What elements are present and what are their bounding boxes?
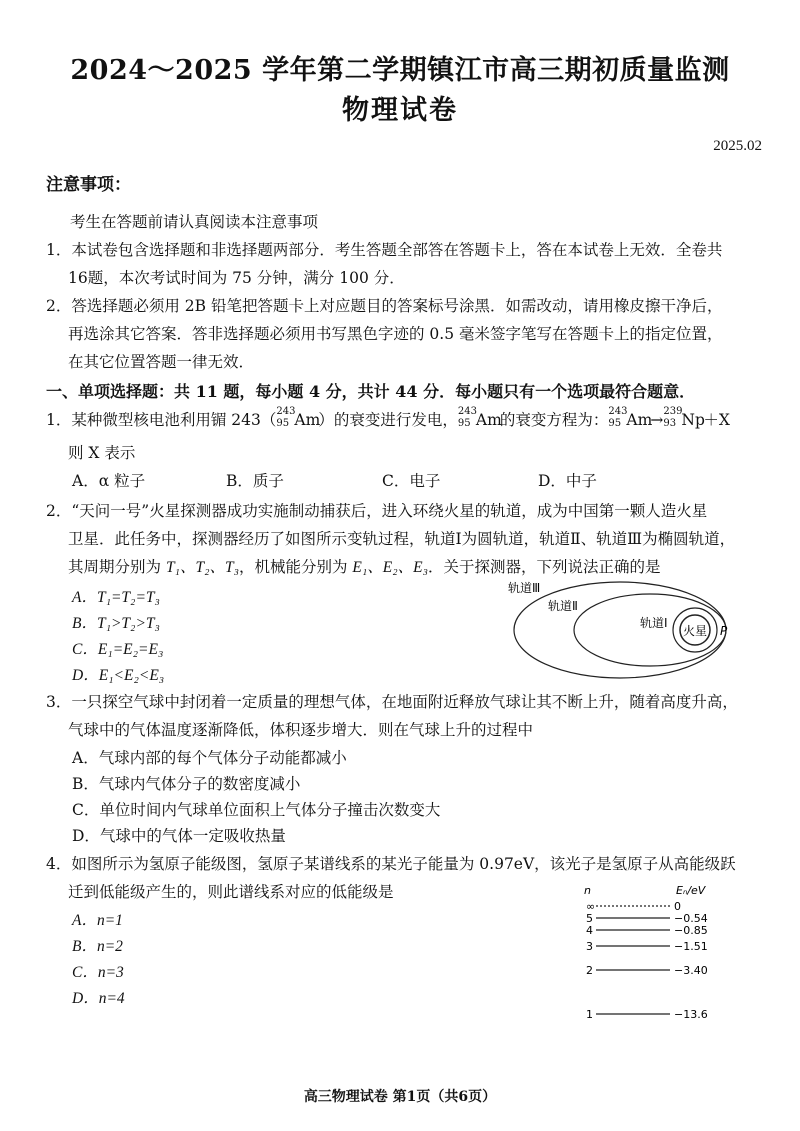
nuclide-am-2: 243 95 Am (457, 406, 502, 429)
question-2-line-3: 其周期分别为 T₁、T₂、T₃，机械能分别为 E₁、E₂、E₃．关于探测器，下列说法正确的是 (68, 558, 661, 576)
question-2-line-2: 卫星．此任务中，探测器经历了如图所示变轨过程，轨道Ⅰ为圆轨道，轨道Ⅱ、轨道Ⅲ为椭圆轨道， (68, 530, 736, 548)
n-axis-label: n (584, 884, 591, 897)
question-4-line-2: 迁到低能级产生的，则此谱线系对应的低能级是 (68, 883, 394, 901)
q2-option-b: B．T₁>T₂>T₃ (72, 615, 160, 632)
level-n-label: 3 (586, 940, 593, 953)
level-n-label: 2 (586, 964, 593, 977)
orbit-diagram (490, 574, 760, 694)
q2-option-c: C．E₁=E₂=E₃ (72, 641, 164, 658)
q1-option-b: B．质子 (226, 472, 284, 490)
orbit-3-label: 轨道Ⅲ (508, 581, 541, 595)
page-footer: 高三物理试卷 第1页（共6页） (303, 1089, 497, 1105)
q1-option-d: D．中子 (538, 472, 597, 490)
energy-levels (586, 900, 708, 1021)
q3-option-b: B．气球内气体分子的数密度减小 (72, 775, 301, 793)
notice-item-2-line-2: 再选涂其它答案．答非选择题必须用书写黑色字迹的 0.5 毫米签字笔写在答题卡上的指定位置， (68, 325, 723, 343)
notice-item-2-line-3: 在其它位置答题一律无效． (68, 353, 255, 371)
section-heading: 一、单项选择题：共 11 题，每小题 4 分，共计 44 分．每小题只有一个选项最符合题意． (46, 382, 696, 401)
q3-option-c: C．单位时间内气球单位面积上气体分子撞击次数变大 (72, 801, 441, 819)
level-n-label: ∞ (586, 900, 596, 913)
level-energy-label: −0.54 (674, 912, 708, 925)
question-1-line-2: 则 X 表示 (68, 444, 136, 462)
level-energy-label: −1.51 (674, 940, 708, 953)
question-4-line-1: 4．如图所示为氢原子能级图，氢原子某谱线系的某光子能量为 0.97eV，该光子是氢原子从高能级跃 (46, 855, 736, 873)
level-n-label: 1 (586, 1008, 593, 1021)
notice-intro: 考生在答题前请认真阅读本注意事项 (70, 213, 319, 231)
notice-item-1-line-1: 1．本试卷包含选择题和非选择题两部分．考生答题全部答在答题卡上，答在本试卷上无效．全卷共 (46, 241, 723, 259)
e-axis-label: Eₙ/eV (676, 884, 706, 897)
orbit-1-label: 轨道Ⅰ (640, 616, 668, 630)
level-energy-label: −0.85 (674, 924, 708, 937)
nuclide-am-3: 243 95 Am (608, 406, 653, 429)
level-n-label: 4 (586, 924, 593, 937)
exam-subtitle: 物理试卷 (342, 95, 458, 126)
level-n-label: 5 (586, 912, 593, 925)
question-3-line-1: 3．一只探空气球中封闭着一定质量的理想气体，在地面附近释放气球让其不断上升，随着高度升高， (46, 693, 738, 711)
exam-date: 2025.02 (713, 138, 762, 154)
q4-option-d: D．n=4 (72, 990, 125, 1007)
level-energy-label: 0 (674, 900, 681, 913)
exam-title: 2024～2025 学年第二学期镇江市高三期初质量监测 (70, 55, 730, 86)
orbit-2-label: 轨道Ⅱ (548, 599, 578, 613)
question-1-stem: 1．某种微型核电池利用镅 243（ 243 95 Am ）的衰变进行发电， 243 95 Am 的衰变方程为： 243 95 Am → 239 93 Np ＋X (46, 406, 730, 429)
level-energy-label: −13.6 (674, 1008, 708, 1021)
notice-item-2-line-1: 2．答选择题必须用 2B 铅笔把答题卡上对应题目的答案标号涂黑．如需改动，请用橡皮擦干净后， (46, 297, 723, 315)
q4-option-a: A．n=1 (72, 912, 123, 929)
energy-level-diagram (578, 884, 718, 1024)
q4-option-b: B．n=2 (72, 938, 123, 955)
notice-item-1-line-2: 16题，本次考试时间为 75 分钟，满分 100 分． (68, 269, 405, 287)
notice-title: 注意事项： (46, 175, 131, 195)
q3-option-a: A．气球内部的每个气体分子动能都减小 (72, 749, 347, 767)
q1-option-a: A．α 粒子 (72, 472, 146, 490)
q2-option-d: D．E₁<E₂<E₃ (72, 667, 165, 684)
question-2-line-1: 2．“天问一号”火星探测器成功实施制动捕获后，进入环绕火星的轨道，成为中国第一颗人造火星 (46, 502, 708, 520)
question-3-line-2: 气球中的气体温度逐渐降低，体积逐步增大．则在气球上升的过程中 (68, 721, 534, 739)
q2-option-a: A．T₁=T₂=T₃ (72, 589, 160, 606)
point-p-label: P (720, 624, 728, 638)
q1-option-c: C．电子 (382, 472, 441, 490)
q3-option-d: D．气球中的气体一定吸收热量 (72, 827, 286, 845)
level-energy-label: −3.40 (674, 964, 708, 977)
nuclide-am-1: 243 95 Am (276, 406, 321, 429)
mars-label: 火星 (682, 624, 708, 638)
nuclide-np: 239 93 Np (663, 406, 705, 429)
q4-option-c: C．n=3 (72, 964, 124, 981)
